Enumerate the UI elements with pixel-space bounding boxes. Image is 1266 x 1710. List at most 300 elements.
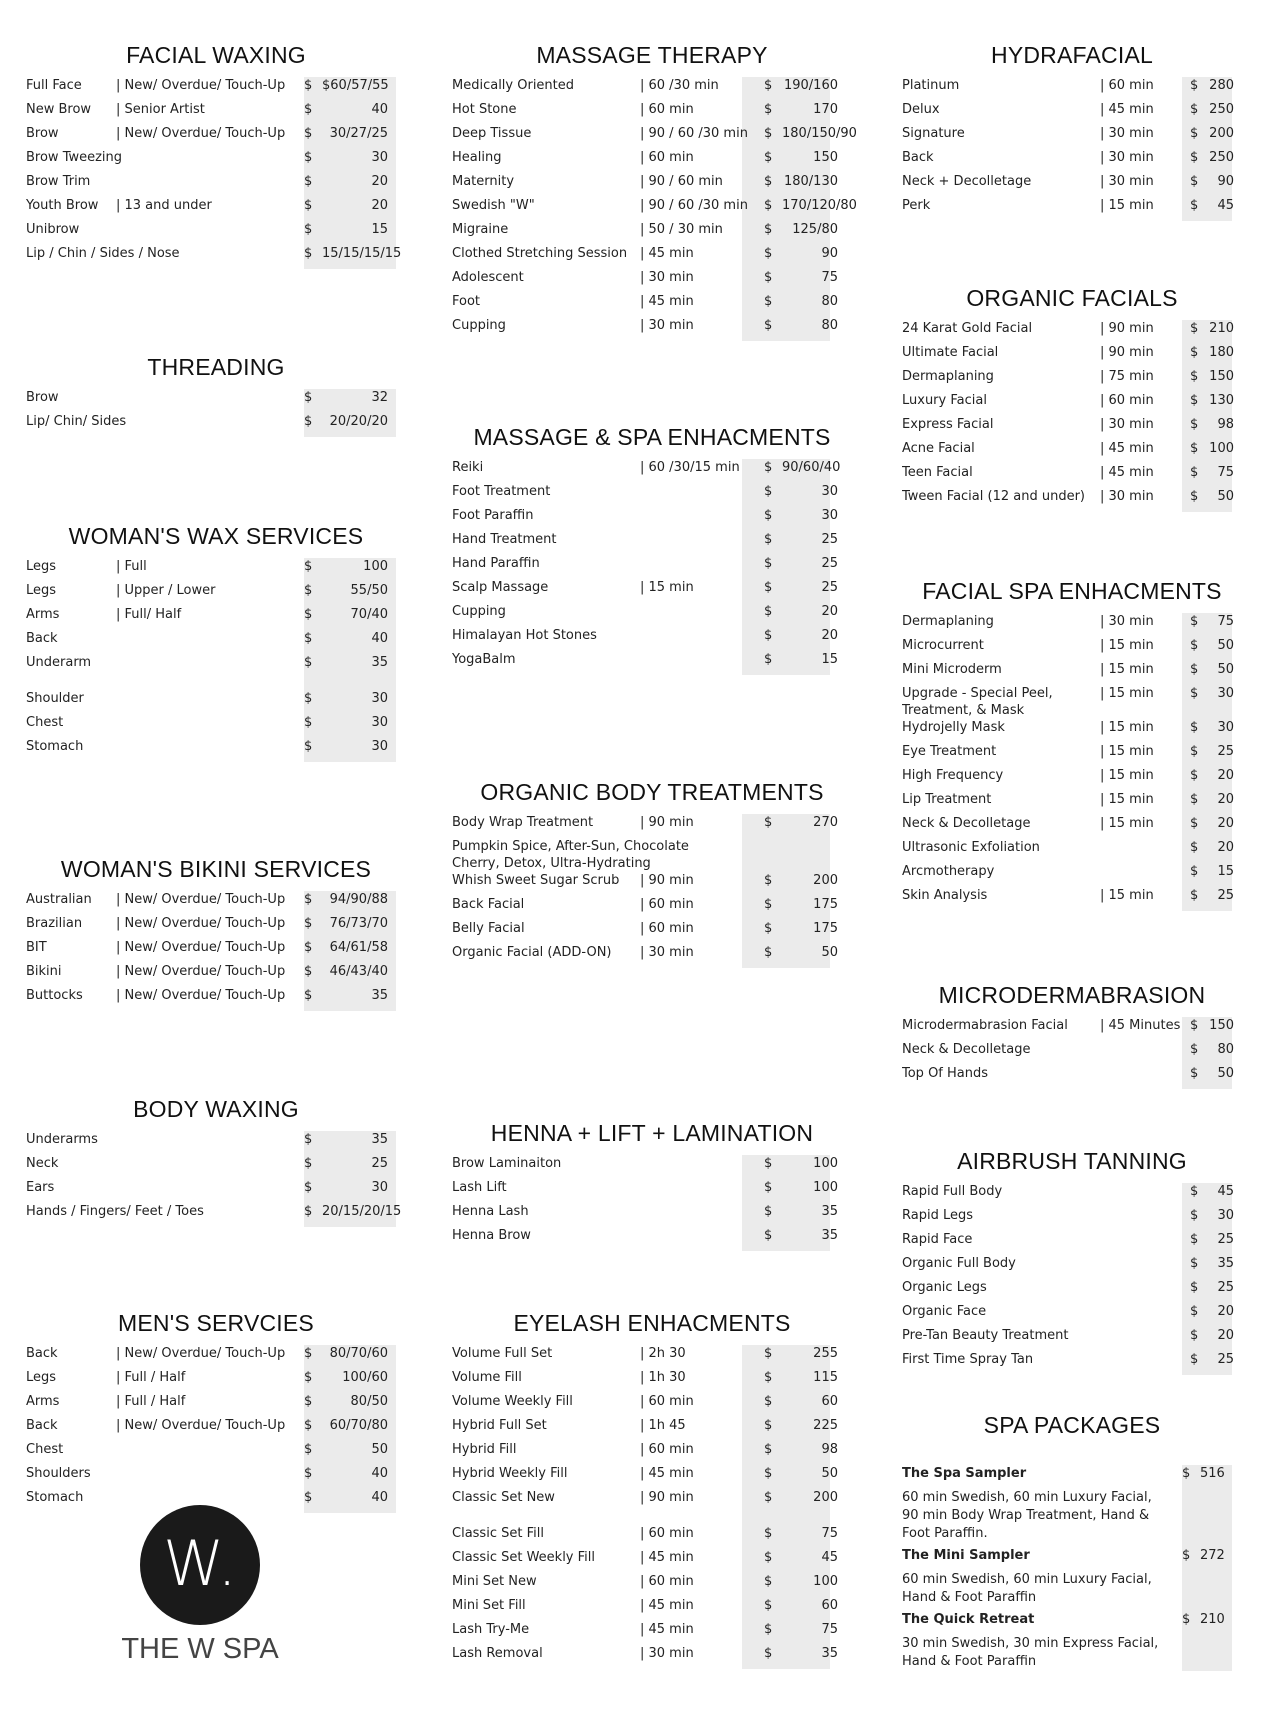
- service-price: 170: [813, 102, 838, 117]
- price-list: [26, 1131, 406, 1227]
- service-row: [26, 690, 406, 714]
- service-name: Brow Tweezing: [26, 150, 123, 165]
- currency-symbol: $: [304, 739, 313, 754]
- price-list: [26, 1345, 406, 1513]
- service-price: 64/61/58: [329, 940, 388, 955]
- service-row: [902, 488, 1242, 512]
- service-duration: | Full: [116, 559, 147, 574]
- service-name: Reiki: [452, 460, 484, 475]
- service-name: High Frequency: [902, 768, 1004, 783]
- service-row: [902, 1279, 1242, 1303]
- service-row: [26, 389, 406, 413]
- service-name: Luxury Facial: [902, 393, 987, 408]
- service-price: 130: [1209, 393, 1234, 408]
- service-name: Neck + Decolletage: [902, 174, 1032, 189]
- section-eyelash: [452, 1310, 852, 1669]
- service-price: 30/27/25: [329, 126, 388, 141]
- service-price: 125/80: [792, 222, 838, 237]
- service-duration: | 15 min: [1100, 888, 1154, 903]
- service-name: Neck & Decolletage: [902, 1042, 1031, 1057]
- service-row: [452, 507, 852, 531]
- service-row: [26, 558, 406, 582]
- service-name: Brazilian: [26, 916, 83, 931]
- service-row: [452, 221, 852, 245]
- service-name: Adolescent: [452, 270, 524, 285]
- service-row: [452, 944, 852, 968]
- service-price: 90: [821, 246, 838, 261]
- service-name: Volume Full Set: [452, 1346, 553, 1361]
- service-name: 24 Karat Gold Facial: [902, 321, 1033, 336]
- section-title: ORGANIC FACIALS: [966, 285, 1178, 311]
- service-row: [452, 872, 852, 896]
- service-row: [26, 149, 406, 173]
- service-price: 30: [371, 1180, 388, 1195]
- service-duration: | 30 min: [1100, 174, 1154, 189]
- currency-symbol: $: [1190, 150, 1199, 165]
- service-duration: | 30 min: [1100, 417, 1154, 432]
- service-name: Rapid Full Body: [902, 1184, 1003, 1199]
- currency-symbol: $: [764, 580, 773, 595]
- service-name: Hot Stone: [452, 102, 517, 117]
- section-title: HENNA + LIFT + LAMINATION: [490, 1120, 814, 1146]
- price-list: [902, 1017, 1242, 1089]
- service-row: [902, 863, 1242, 887]
- section-organic-body: [452, 779, 852, 968]
- service-name: Back: [26, 1418, 58, 1433]
- service-name: New Brow: [26, 102, 92, 117]
- service-row: [26, 1441, 406, 1465]
- service-price: 270: [813, 815, 838, 830]
- service-row: [26, 606, 406, 630]
- currency-symbol: $: [764, 1550, 773, 1565]
- service-row: [452, 579, 852, 603]
- service-row: [902, 1351, 1242, 1375]
- currency-symbol: $: [1190, 1208, 1199, 1223]
- service-row: [902, 197, 1242, 221]
- service-row: [902, 1065, 1242, 1089]
- currency-symbol: $: [1190, 78, 1199, 93]
- price-list: [26, 558, 406, 762]
- service-row: [902, 416, 1242, 440]
- service-price: 50: [1217, 1066, 1234, 1081]
- currency-symbol: $: [764, 78, 773, 93]
- service-row: [902, 661, 1242, 685]
- service-price: 20: [1217, 840, 1234, 855]
- service-price: 60/70/80: [329, 1418, 388, 1433]
- service-name: Acne Facial: [902, 441, 975, 456]
- service-name: Swedish "W": [452, 198, 535, 213]
- service-price: 50: [371, 1442, 388, 1457]
- service-name: Microcurrent: [902, 638, 984, 653]
- service-row: [26, 1203, 406, 1227]
- logo-mark: W.: [163, 1527, 237, 1600]
- currency-symbol: $: [764, 1156, 773, 1171]
- currency-symbol: $: [764, 628, 773, 643]
- service-name: Youth Brow: [26, 198, 99, 213]
- package-list: [902, 1465, 1242, 1671]
- service-name: Arms: [26, 607, 60, 622]
- service-duration: | 90 min: [1100, 321, 1154, 336]
- service-price: 20: [371, 174, 388, 189]
- price-list: [452, 1345, 852, 1669]
- service-duration: | 60 min: [1100, 78, 1154, 93]
- service-price: 80: [821, 318, 838, 333]
- service-price: 20: [1217, 792, 1234, 807]
- currency-symbol: $: [764, 873, 773, 888]
- service-price: 30: [1217, 1208, 1234, 1223]
- service-price: 150: [1209, 369, 1234, 384]
- currency-symbol: $: [1190, 393, 1199, 408]
- w-spa-logo: [110, 1505, 290, 1665]
- currency-symbol: $: [1190, 792, 1199, 807]
- service-name: Hybrid Weekly Fill: [452, 1466, 568, 1481]
- service-row: [452, 1369, 852, 1393]
- currency-symbol: $: [764, 198, 773, 213]
- service-price: 90/60/40: [782, 460, 841, 475]
- service-name: Henna Lash: [452, 1204, 529, 1219]
- service-name: Lip Treatment: [902, 792, 992, 807]
- currency-symbol: $: [1190, 1328, 1199, 1343]
- service-row: [902, 368, 1242, 392]
- service-duration: | 60 min: [640, 150, 694, 165]
- currency-symbol: $: [1190, 102, 1199, 117]
- currency-symbol: $: [1190, 489, 1199, 504]
- currency-symbol: $: [304, 607, 313, 622]
- service-price: 50: [821, 1466, 838, 1481]
- service-row: [452, 149, 852, 173]
- currency-symbol: $: [304, 414, 313, 429]
- service-price: 210: [1209, 321, 1234, 336]
- currency-symbol: $: [764, 556, 773, 571]
- service-name: Hydrojelly Mask: [902, 720, 1005, 735]
- package-description: 30 min Swedish, 30 min Express Facial, Hand & Foot Paraffin: [902, 1636, 1159, 1669]
- service-duration: | 30 min: [1100, 614, 1154, 629]
- service-price: 45: [1217, 198, 1234, 213]
- service-price: 40: [371, 1466, 388, 1481]
- price-list: [452, 77, 857, 341]
- currency-symbol: $: [764, 815, 773, 830]
- service-price: 30: [371, 691, 388, 706]
- service-name: Neck & Decolletage: [902, 816, 1031, 831]
- service-row: [452, 173, 852, 197]
- service-row: [452, 920, 852, 944]
- service-row: [26, 1393, 406, 1417]
- currency-symbol: $: [764, 484, 773, 499]
- service-name: Cupping: [452, 604, 506, 619]
- service-row: [26, 1369, 406, 1393]
- service-price: 225: [813, 1418, 838, 1433]
- service-price: 15/15/15/15: [322, 246, 402, 261]
- service-row: [902, 1255, 1242, 1279]
- service-row: [452, 1155, 852, 1179]
- service-name: Buttocks: [26, 988, 83, 1003]
- service-row: [452, 1465, 852, 1489]
- price-list: [902, 613, 1242, 911]
- service-price: 255: [813, 1346, 838, 1361]
- service-name: Legs: [26, 1370, 57, 1385]
- currency-symbol: $: [1190, 662, 1199, 677]
- service-row: [902, 767, 1242, 791]
- service-price: 20: [1217, 1304, 1234, 1319]
- service-duration: | New/ Overdue/ Touch-Up: [116, 940, 286, 955]
- service-price: 20: [821, 628, 838, 643]
- section-body-waxing: [26, 1096, 406, 1227]
- currency-symbol: $: [304, 631, 313, 646]
- currency-symbol: $: [1190, 768, 1199, 783]
- service-row: [26, 654, 406, 678]
- section-hydrafacial: [902, 42, 1242, 221]
- service-price: 15: [1217, 864, 1234, 879]
- service-duration: | 45 min: [640, 1466, 694, 1481]
- currency-symbol: $: [764, 270, 773, 285]
- section-massage: [452, 42, 857, 341]
- service-price: 25: [1217, 1352, 1234, 1367]
- service-duration: | 30 min: [640, 1646, 694, 1661]
- service-name: Microdermabrasion Facial: [902, 1018, 1068, 1033]
- service-price: 46/43/40: [329, 964, 388, 979]
- service-row: [902, 77, 1242, 101]
- section-title: BODY WAXING: [133, 1096, 299, 1122]
- service-row: [902, 887, 1242, 911]
- service-price: 190/160: [783, 78, 838, 93]
- service-name: Arms: [26, 1394, 60, 1409]
- price-list: [902, 1183, 1242, 1375]
- service-row: [26, 582, 406, 606]
- price-list: [26, 77, 406, 269]
- service-duration: | 60 min: [1100, 393, 1154, 408]
- package-name: The Mini Sampler: [902, 1548, 1030, 1563]
- service-row: [452, 1489, 852, 1513]
- service-duration: | 60 /30/15 min: [640, 460, 740, 475]
- service-name: Hybrid Full Set: [452, 1418, 547, 1433]
- service-name: Underarm: [26, 655, 92, 670]
- service-price: 25: [1217, 744, 1234, 759]
- currency-symbol: $: [1190, 174, 1199, 189]
- currency-symbol: $: [1190, 321, 1199, 336]
- service-price: 75: [821, 270, 838, 285]
- service-duration: | New/ Overdue/ Touch-Up: [116, 892, 286, 907]
- service-duration: | 30 min: [640, 945, 694, 960]
- service-price: 50: [1217, 662, 1234, 677]
- currency-symbol: $: [304, 174, 313, 189]
- section-womans-bikini: [26, 856, 406, 1011]
- service-duration: | Upper / Lower: [116, 583, 216, 598]
- service-duration: | 13 and under: [116, 198, 212, 213]
- service-duration: | 15 min: [1100, 816, 1154, 831]
- service-name: Teen Facial: [902, 465, 973, 480]
- service-name: Rapid Legs: [902, 1208, 973, 1223]
- currency-symbol: $: [304, 126, 313, 141]
- service-row: [26, 738, 406, 762]
- service-price: 45: [1217, 1184, 1234, 1199]
- logo-name: THE W SPA: [121, 1633, 279, 1665]
- service-row: [452, 531, 852, 555]
- section-facial-spa: [902, 578, 1242, 911]
- service-duration: | Senior Artist: [116, 102, 205, 117]
- service-row: [452, 1621, 852, 1645]
- service-name: Deep Tissue: [452, 126, 532, 141]
- service-row: [902, 637, 1242, 661]
- service-name: Foot Treatment: [452, 484, 551, 499]
- service-name: Mini Set Fill: [452, 1598, 526, 1613]
- service-name: Rapid Face: [902, 1232, 973, 1247]
- currency-symbol: $: [764, 1526, 773, 1541]
- service-name: Hand Treatment: [452, 532, 557, 547]
- section-mens: [26, 1310, 406, 1513]
- service-duration: | Full / Half: [116, 1370, 186, 1385]
- service-price: 250: [1209, 102, 1234, 117]
- service-price: 15: [371, 222, 388, 237]
- service-price: 20: [821, 604, 838, 619]
- currency-symbol: $: [304, 1370, 313, 1385]
- service-row: [26, 939, 406, 963]
- currency-symbol: $: [764, 1646, 773, 1661]
- service-price: 35: [371, 1132, 388, 1147]
- service-price: 170/120/80: [782, 198, 857, 213]
- service-name: Chest: [26, 1442, 64, 1457]
- service-duration: | 45 min: [640, 1550, 694, 1565]
- service-price: 100: [1209, 441, 1234, 456]
- currency-symbol: $: [304, 940, 313, 955]
- currency-symbol: $: [304, 988, 313, 1003]
- service-duration: | 60 min: [640, 1442, 694, 1457]
- service-row: [902, 1303, 1242, 1327]
- service-row: [902, 685, 1242, 719]
- currency-symbol: $: [1190, 198, 1199, 213]
- service-price: 25: [1217, 1280, 1234, 1295]
- service-name: Brow: [26, 390, 59, 405]
- section-title: ORGANIC BODY TREATMENTS: [480, 779, 824, 805]
- currency-symbol: $: [764, 1228, 773, 1243]
- currency-symbol: $: [1190, 816, 1199, 831]
- service-price: 70/40: [350, 607, 388, 622]
- service-price: 180/130: [783, 174, 838, 189]
- service-name: Bikini: [26, 964, 62, 979]
- service-row: [902, 815, 1242, 839]
- currency-symbol: $: [304, 198, 313, 213]
- section-title: MICRODERMABRASION: [938, 982, 1206, 1008]
- currency-symbol: $: [764, 126, 773, 141]
- package-price: 272: [1200, 1548, 1225, 1563]
- service-row: [26, 714, 406, 738]
- service-name: Australian: [26, 892, 92, 907]
- service-duration: | 60 min: [640, 1394, 694, 1409]
- service-price: 25: [821, 532, 838, 547]
- service-duration: | 30 min: [1100, 150, 1154, 165]
- package-item: [902, 1547, 1242, 1607]
- service-price: 30: [821, 508, 838, 523]
- service-price: 60: [821, 1598, 838, 1613]
- service-price: 30: [371, 150, 388, 165]
- section-organic-facials: [902, 285, 1242, 512]
- service-name: Perk: [902, 198, 931, 213]
- service-row: [452, 603, 852, 627]
- currency-symbol: $: [1190, 369, 1199, 384]
- service-duration: | 45 min: [640, 1598, 694, 1613]
- service-duration: | 15 min: [1100, 792, 1154, 807]
- currency-symbol: $: [304, 222, 313, 237]
- service-name: Stomach: [26, 739, 84, 754]
- service-name: Mini Set New: [452, 1574, 537, 1589]
- service-name: Lip/ Chin/ Sides: [26, 414, 127, 429]
- service-name: Pumpkin Spice, After-Sun, Chocolate Cherry, Detox, Ultra-Hydrating: [452, 839, 689, 871]
- service-name: Delux: [902, 102, 940, 117]
- service-row: [452, 1345, 852, 1369]
- currency-symbol: $: [304, 964, 313, 979]
- service-price: 35: [821, 1204, 838, 1219]
- price-list: [452, 814, 852, 968]
- service-duration: | 1h 30: [640, 1370, 686, 1385]
- service-row: [26, 1465, 406, 1489]
- service-price: 90: [1217, 174, 1234, 189]
- service-row: [902, 1231, 1242, 1255]
- service-duration: | 50 / 30 min: [640, 222, 723, 237]
- service-price: 75: [821, 1526, 838, 1541]
- section-title: AIRBRUSH TANNING: [957, 1148, 1187, 1174]
- service-name: Upgrade - Special Peel, Treatment, & Mask: [902, 686, 1053, 718]
- currency-symbol: $: [764, 150, 773, 165]
- service-name: Brow Trim: [26, 174, 91, 189]
- package-description: 60 min Swedish, 60 min Luxury Facial, 90 min Body Wrap Treatment, Hand & Foot Paraffin.: [902, 1490, 1152, 1541]
- section-title: HYDRAFACIAL: [991, 42, 1153, 68]
- service-row: [26, 987, 406, 1011]
- service-price: 80/50: [350, 1394, 388, 1409]
- currency-symbol: $: [1190, 1304, 1199, 1319]
- section-airbrush: [902, 1148, 1242, 1375]
- service-price: 20: [371, 198, 388, 213]
- service-row: [452, 838, 852, 872]
- package-item: [902, 1611, 1242, 1671]
- service-duration: | 60 /30 min: [640, 78, 719, 93]
- service-name: Unibrow: [26, 222, 80, 237]
- service-price: 200: [1209, 126, 1234, 141]
- service-row: [452, 77, 852, 101]
- currency-symbol: $: [304, 1418, 313, 1433]
- service-price: 75: [1217, 465, 1234, 480]
- currency-symbol: $: [1190, 1352, 1199, 1367]
- service-row: [452, 1597, 852, 1621]
- service-duration: | 45 min: [640, 246, 694, 261]
- service-price: 80/70/60: [329, 1346, 388, 1361]
- service-duration: | 60 min: [640, 897, 694, 912]
- section-title: MEN'S SERVCIES: [118, 1310, 314, 1336]
- service-row: [452, 1227, 852, 1251]
- price-list: [26, 389, 406, 437]
- service-name: Skin Analysis: [902, 888, 988, 903]
- currency-symbol: $: [304, 1204, 313, 1219]
- service-duration: | 60 min: [640, 102, 694, 117]
- service-price: 30: [821, 484, 838, 499]
- service-name: BIT: [26, 940, 47, 955]
- section-title: MASSAGE & SPA ENHACMENTS: [473, 424, 831, 450]
- service-name: Arcmotherapy: [902, 864, 995, 879]
- service-duration: | 75 min: [1100, 369, 1154, 384]
- currency-symbol: $: [304, 1346, 313, 1361]
- price-list: [902, 77, 1242, 221]
- service-price: 32: [371, 390, 388, 405]
- price-list: [902, 320, 1242, 512]
- currency-symbol: $: [304, 655, 313, 670]
- service-price: 35: [371, 988, 388, 1003]
- service-row: [26, 77, 406, 101]
- price-list: [452, 1155, 852, 1251]
- currency-symbol: $: [304, 246, 313, 261]
- currency-symbol: $: [304, 715, 313, 730]
- service-duration: | New/ Overdue/ Touch-Up: [116, 988, 286, 1003]
- service-duration: | 15 min: [1100, 198, 1154, 213]
- service-price: 35: [821, 1646, 838, 1661]
- service-name: Shoulder: [26, 691, 84, 706]
